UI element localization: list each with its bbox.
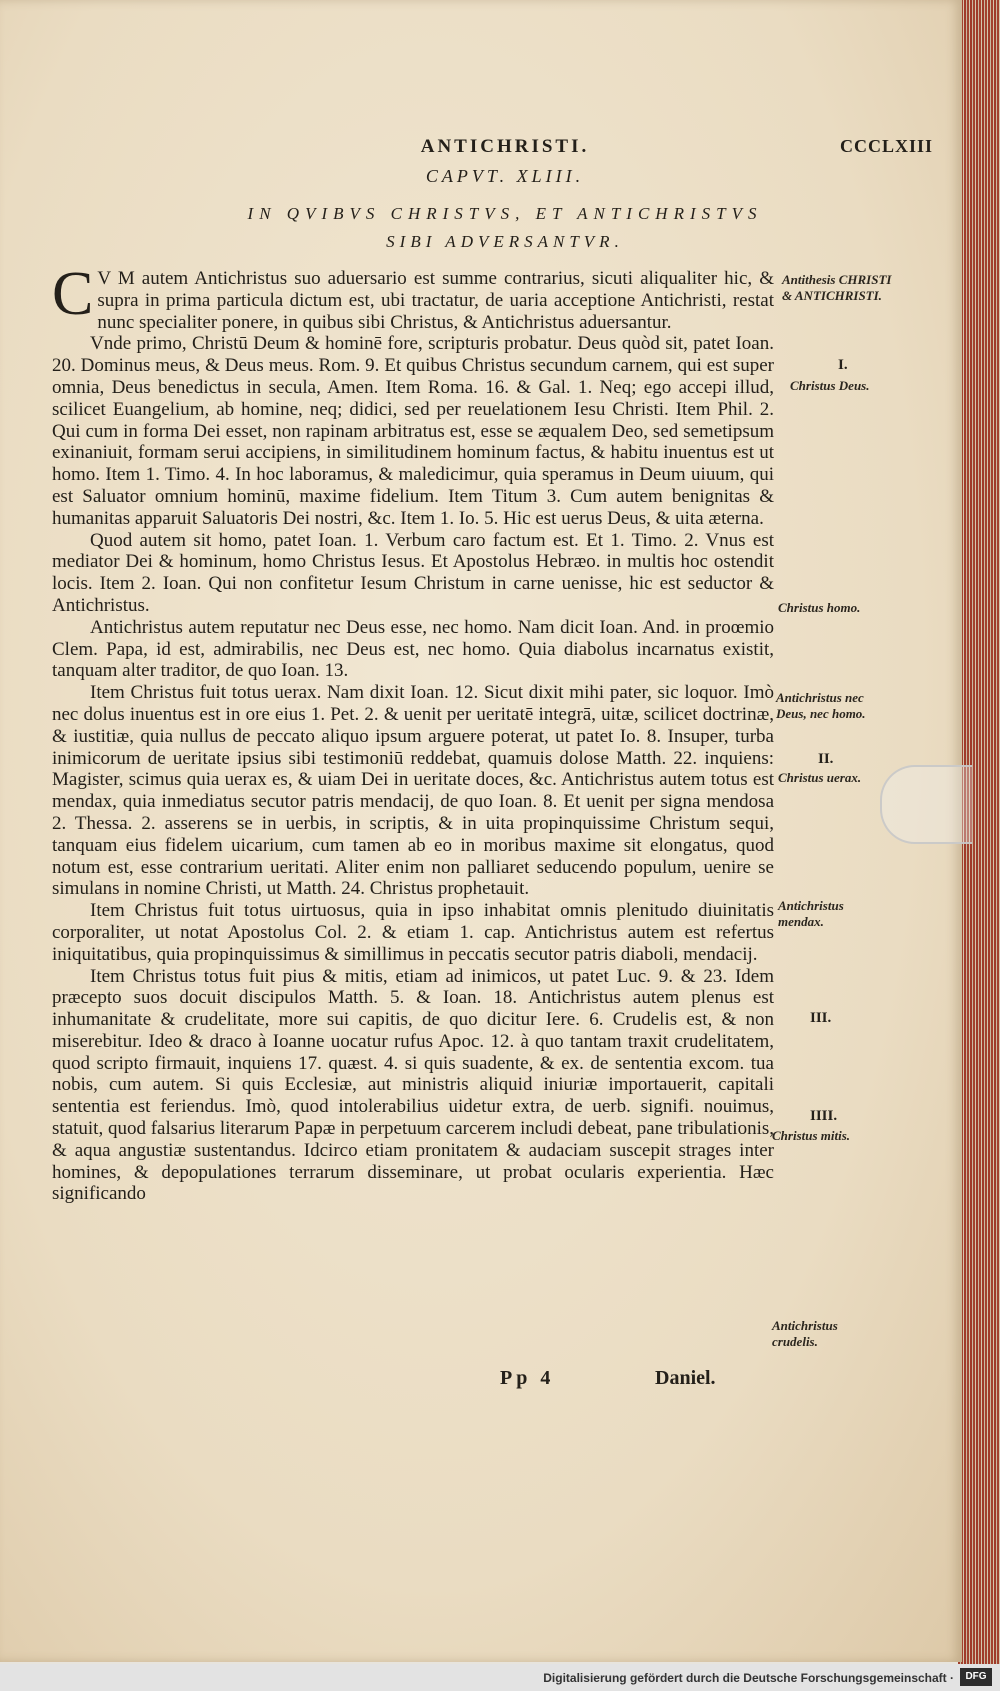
paragraph-1 — [52, 260, 774, 333]
body-text — [52, 260, 774, 1205]
paragraph-5: Item Christus fuit totus uerax. Nam dixit Ioan. 12. Sicut dixit mihi pater, sic loquor. Imò nec dolus inuentus est in ore eius 1. Pet. 2. & uenit per ueritatē integrā, uitæ, scilicet doctrinæ, & iustitiæ, quia nullus de peccato aliquo ipsum arguere poterat, ut patet Io. 8. Insuper, turba inimicorum de ueritate ipsius sibi testimoniū reddebat, quamuis dolose Matth. 22. inquiens: Magister, scimus quia uerax es, & uiam Dei in ueritate doces, &c. Antichristus autem totus est mendax, quia inmediatus secutor patris mendacij, de quo Ioan. 8. Et uenit per signa mendosa 2. Thessa. 2. asserens se in uerbis, in scriptis, & in uita propinquissime Christum sequi, tanquam eius fidelem uicarium, cum tamen ab eo in moribus maxime sit elongatus, quod notum est, esse contrarium ueritati. Aliter enim non palliaret seducendo populum, uenire se simulans in nomine Christi, ut Matth. 24. Christus prophetauit. — [52, 682, 774, 900]
digitization-credit: Digitalisierung gefördert durch die Deutsche Forschungsgemeinschaft · — [543, 1671, 954, 1685]
chapter-title-line-1: IN QVIBVS CHRISTVS, ET ANTICHRISTVS — [247, 204, 763, 223]
margin-note-antithesis: Antithesis CHRISTI & ANTICHRISTI. — [782, 272, 892, 303]
catchword: Daniel. — [655, 1367, 716, 1389]
margin-note-christus-uerax: Christus uerax. — [778, 770, 862, 785]
chapter-heading: CAPVT. XLIII. — [425, 166, 585, 186]
paragraph-7: Item Christus totus fuit pius & mitis, etiam ad inimicos, ut patet Luc. 9. & 23. Idem præcepto suos docuit discipulos Matth. 5. & Ioan. 18. Antichristus autem plenus est inhumanitate & crudelitate, more sui capitis, de quo dicitur Iere. 6. Crudelis est, & non miserebitur. Ideo & draco à Ioanne uocatur rufus Apoc. 12. à quo tantam traxit crudelitatem, quod scripto firmauit, inquiens 17. quæst. 4. si quis suadente, & ex. de sententia excom. tua nobis, cum autem. Si quis Ecclesiæ, aut ministris aliquid iniuriæ importauerit, capitali sententia est feriendus. Imò, quod intolerabilius uidetur extra, de uerb. signifi. nouimus, statuit, quod falsarius literarum Papæ in perpetuum carcerem includi debeat, pane tribulationis, & aqua angustiæ sustentandus. Idcirco etiam pronitatem & audaciam suscepit strages inter homines, & depopulationes terrarum disseminare, ut probat ocularis experientia. Hæc significando — [52, 965, 774, 1205]
dfg-logo: DFG — [960, 1668, 992, 1686]
margin-note-christus-deus: Christus Deus. — [790, 378, 870, 393]
margin-note-christus-homo: Christus homo. — [778, 600, 861, 615]
page-tab-marker — [880, 765, 972, 844]
margin-note-antichristus-mendax: Antichristus mendax. — [778, 898, 844, 929]
chapter-title-line-2: SIBI ADVERSANTVR. — [386, 232, 624, 251]
margin-note-antichristus-crudelis: Antichristus crudelis. — [772, 1318, 838, 1349]
margin-note-christus-mitis: Christus mitis. — [772, 1128, 851, 1143]
margin-number-2: II. — [818, 751, 834, 767]
margin-number-4: IIII. — [810, 1108, 838, 1124]
signature-mark: Pp 4 — [500, 1367, 555, 1389]
drop-capital: C — [52, 260, 94, 328]
paragraph-1-text: V M autem Antichristus suo aduersario est summe contrarius, sicuti aliqualiter hic, & supra in prima particula dictum est, ubi tractatur, de uaria acceptione Antichristi, restat nunc specialiter ponere, in quibus sibi Christus, & Antichristus aduersantur. — [97, 268, 774, 333]
running-title: ANTICHRISTI. — [420, 136, 590, 157]
margin-number-1: I. — [838, 357, 848, 373]
folio-number: CCCLXIII — [840, 136, 934, 156]
margin-number-3: III. — [810, 1010, 832, 1026]
paragraph-2: Vnde primo, Christū Deum & hominē fore, scripturis probatur. Deus quòd sit, patet Ioan. 20. Dominus meus, & Deus meus. Rom. 9. Et quibus Christus secundum carnem, qui est super omnia, Deus benedictus in secula, Amen. Item Roma. 16. & Gal. 1. Neq; ego accepi illud, scilicet Euangelium, ab homine, neq; didici, sed per reuelationem Iesu Christi. Item Phil. 2. Qui cum in forma Dei esset, non rapinam arbitratus est, esse se æqualem Deo, sed semetipsum exinaniuit, formam serui accipiens, in similitudinem hominum factus, & habitu inuentus est ut homo. Item 1. Timo. 4. In hoc laboramus, & maledicimur, quia speramus in Deum uiuum, qui est Saluator omnium hominū, maxime fidelium. Item Titum 3. Cum autem benignitas & humanitas apparuit Saluatoris Dei nostri, &c. Item 1. Io. 5. Hic est uerus Deus, & uita æterna. — [52, 333, 774, 529]
paragraph-6: Item Christus fuit totus uirtuosus, quia in ipso inhabitat omnis plenitudo diuinitatis corporaliter, ut notat Apostolus Col. 2. & etiam 1. cap. Antichristus autem est refertus iniquitatibus, quia propinquissimus & simillimus in peccatis secutor patris diaboli, mendacij. — [52, 900, 774, 965]
paragraph-3: Quod autem sit homo, patet Ioan. 1. Verbum caro factum est. Et 1. Timo. 2. Vnus est mediator Dei & hominum, homo Christus Iesus. Et Apostolus Hebræo. in multis hoc ostendit locis. Item 2. Ioan. Qui non confitetur Iesum Christum in carne uenisse, hic est seductor & Antichristus. — [52, 529, 774, 616]
paragraph-4: Antichristus autem reputatur nec Deus esse, nec homo. Nam dicit Ioan. And. in proœmio Clem. Papa, id est, admirabilis, nec Deus est, nec homo. Quia diabolus incarnatus existit, tanquam alter traditor, de quo Ioan. 13. — [52, 616, 774, 682]
margin-note-antichristus-nec-deus: Antichristus nec Deus, nec homo. — [776, 690, 866, 721]
